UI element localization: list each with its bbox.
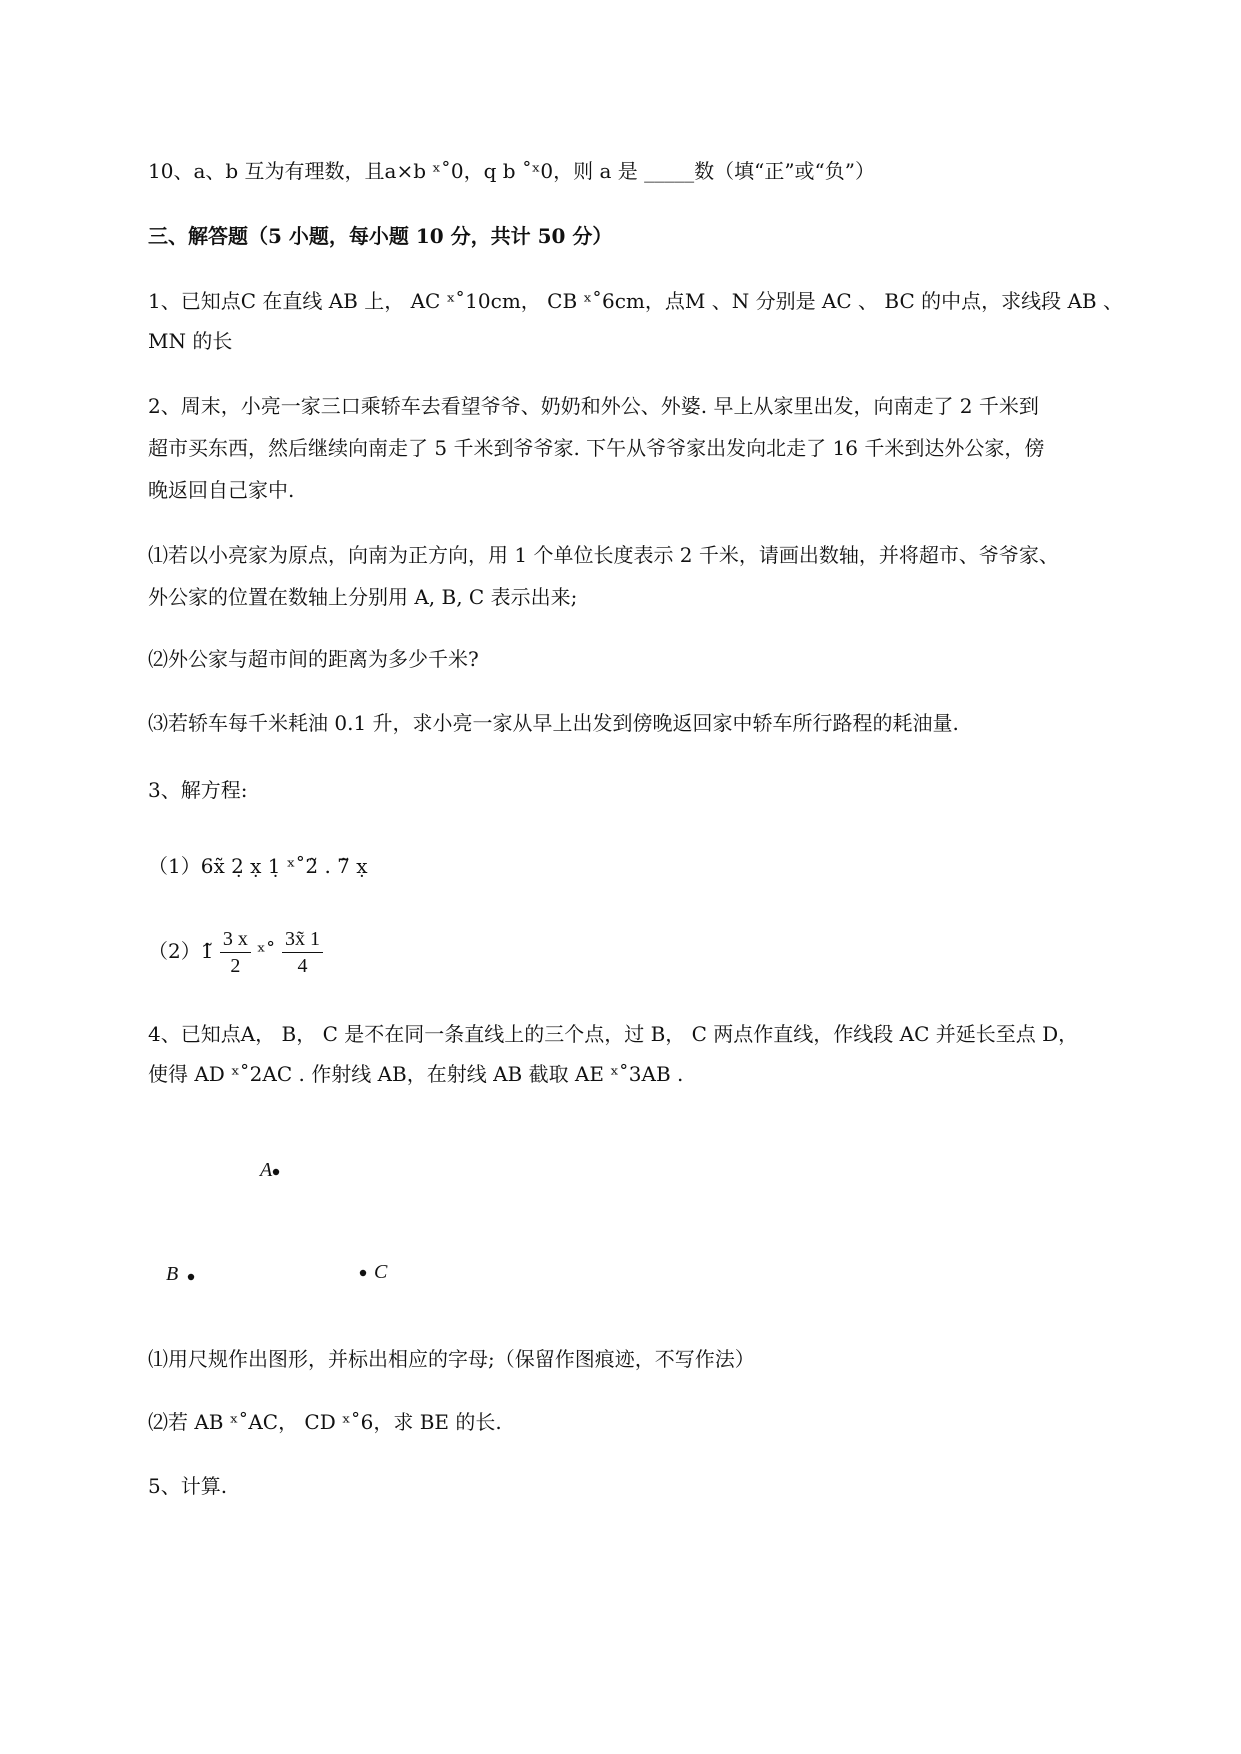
section-heading: 三、解答题（5 小题，每小题 10 分，共计 50 分） bbox=[148, 224, 613, 248]
fraction-2-denominator: 4 bbox=[297, 955, 308, 977]
problem-3-equation-2 bbox=[148, 926, 323, 979]
equation-2-prefix: （2）1̃ bbox=[148, 939, 214, 963]
fraction-2-numerator: 3x̃ 1 bbox=[282, 926, 323, 953]
point-c-dot bbox=[360, 1270, 366, 1276]
problem-1-line-2: MN 的长 bbox=[148, 329, 233, 353]
problem-3-equation-1: （1）6x̃ 2̣ x̣ 1̣ ˣ˚2̃ . 7̃ x̣ bbox=[148, 854, 368, 878]
problem-1-line-1: 1、已知点C 在直线 AB 上， AC ˣ˚10cm， CB ˣ˚6cm，点M 、N 分别是 AC 、 BC 的中点，求线段 AB 、 bbox=[148, 289, 1123, 313]
problem-4-line-1: 4、已知点A， B， C 是不在同一条直线上的三个点，过 B， C 两点作直线，作线段 AC 并延长至点 D， bbox=[148, 1022, 1079, 1046]
problem-5-title: 5、计算. bbox=[148, 1474, 228, 1498]
problem-2-line-3: 晚返回自己家中. bbox=[148, 478, 295, 502]
point-c-label: C bbox=[374, 1261, 388, 1283]
fraction-1 bbox=[220, 926, 251, 979]
point-b-label: B bbox=[166, 1263, 179, 1285]
fraction-1-denominator: 2 bbox=[230, 955, 241, 977]
problem-2-sub-1-line-1: ⑴若以小亮家为原点，向南为正方向，用 1 个单位长度表示 2 千米，请画出数轴，并将超市、爷爷家、 bbox=[148, 543, 1059, 567]
equation-2-equals: ˣ˚ bbox=[257, 939, 276, 963]
problem-4-sub-2: ⑵若 AB ˣ˚AC， CD ˣ˚6，求 BE 的长. bbox=[148, 1410, 502, 1434]
points-figure bbox=[160, 1150, 420, 1290]
problem-2-sub-1-line-2: 外公家的位置在数轴上分别用 A, B, C 表示出来; bbox=[148, 585, 578, 609]
problem-2-sub-2: ⑵外公家与超市间的距离为多少千米? bbox=[148, 647, 479, 671]
question-10: 10、a、b 互为有理数，且a×b ˣ˚0，q b ˚ˣ0，则 a 是 _____数（填“正”或“负”） bbox=[148, 159, 875, 183]
problem-4-line-2: 使得 AD ˣ˚2AC . 作射线 AB，在射线 AB 截取 AE ˣ˚3AB . bbox=[148, 1062, 684, 1086]
problem-2-line-1: 2、周末，小亮一家三口乘轿车去看望爷爷、奶奶和外公、外婆. 早上从家里出发，向南走了 2 千米到 bbox=[148, 394, 1039, 418]
fraction-2 bbox=[282, 926, 323, 979]
problem-4-sub-1: ⑴用尺规作出图形，并标出相应的字母;（保留作图痕迹，不写作法） bbox=[148, 1347, 755, 1371]
fraction-1-numerator: 3 x bbox=[220, 926, 251, 953]
problem-2-sub-3: ⑶若轿车每千米耗油 0.1 升，求小亮一家从早上出发到傍晚返回家中轿车所行路程的耗油量. bbox=[148, 711, 959, 735]
point-b-dot bbox=[188, 1274, 194, 1280]
point-a-label: A bbox=[260, 1159, 273, 1181]
point-a-dot bbox=[273, 1169, 279, 1175]
problem-2-line-2: 超市买东西，然后继续向南走了 5 千米到爷爷家. 下午从爷爷家出发向北走了 16 千米到达外公家，傍 bbox=[148, 436, 1045, 460]
problem-3-title: 3、解方程: bbox=[148, 778, 248, 802]
